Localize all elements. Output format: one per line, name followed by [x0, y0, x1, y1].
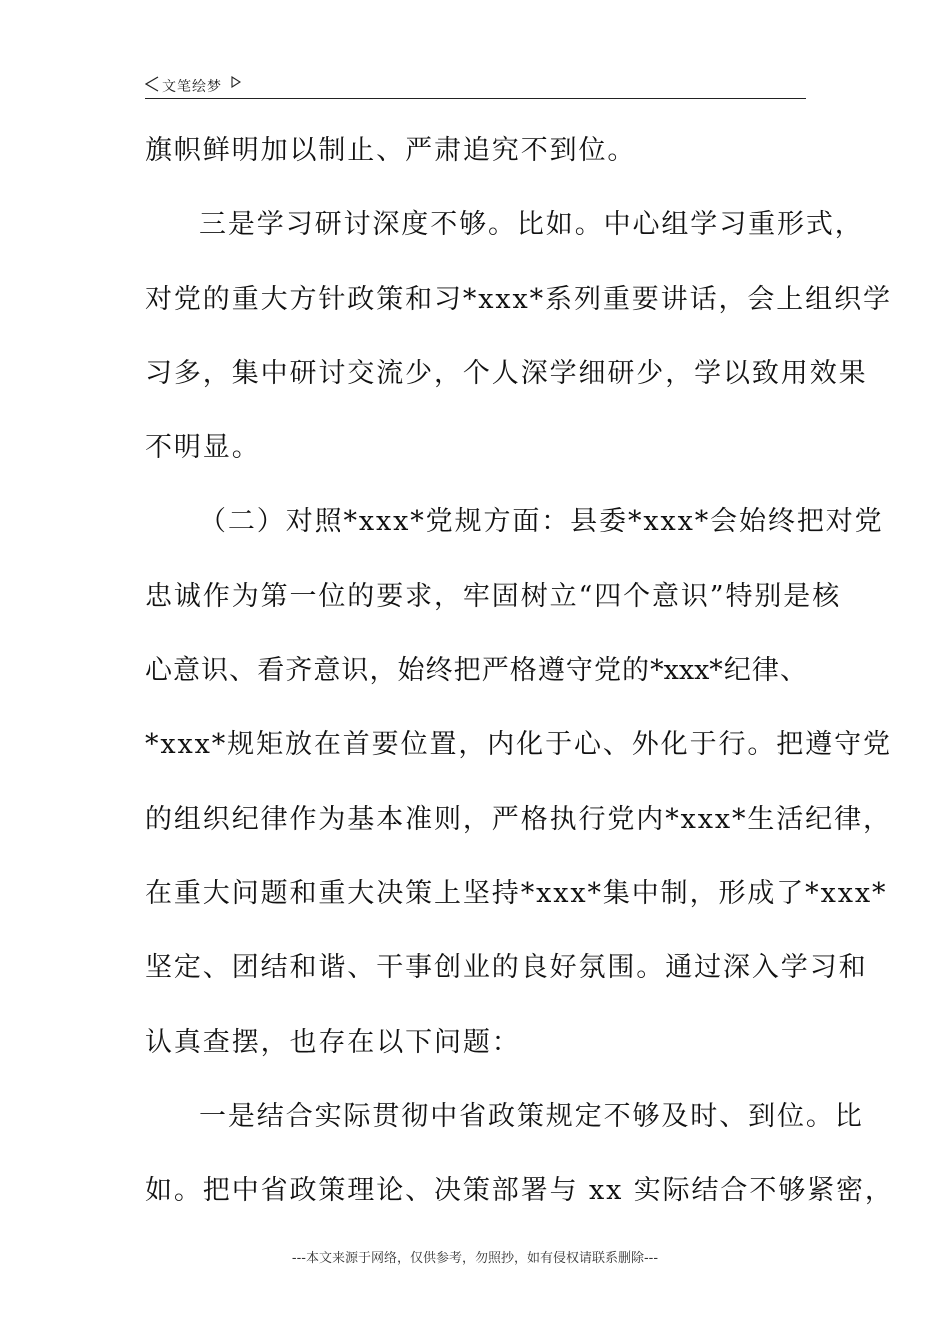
body-line: 心意识、看齐意识，始终把严格遵守党的*xxx*纪律、 [145, 655, 807, 687]
header-brand: 文笔绘梦 [162, 79, 222, 95]
body-line: 习多，集中研讨交流少，个人深学细研少，学以致用效果 [145, 357, 868, 389]
body-line: 如。把中省政策理论、决策部署与 xx 实际结合不够紧密， [145, 1175, 894, 1207]
triangle-left-icon [145, 76, 159, 92]
document-header [145, 74, 806, 99]
body-line: 旗帜鲜明加以制止、严肃追究不到位。 [145, 135, 637, 166]
body-line: 三是学习研讨深度不够。比如。中心组学习重形式， [199, 209, 864, 241]
body-line: （二）对照*xxx*党规方面：县委*xxx*会始终把对党 [199, 506, 884, 538]
body-line: 在重大问题和重大决策上坚持*xxx*集中制，形成了*xxx* [145, 877, 888, 909]
body-line: 的组织纪律作为基本准则，严格执行党内*xxx*生活纪律， [145, 803, 892, 835]
body-line: *xxx*规矩放在首要位置，内化于心、外化于行。把遵守党 [145, 729, 892, 761]
document-body [145, 125, 894, 1239]
triangle-right-icon [231, 76, 241, 88]
body-line: 认真查摆，也存在以下问题： [145, 1026, 521, 1058]
body-line: 忠诚作为第一位的要求，牢固树立“四个意识”特别是核 [145, 580, 842, 612]
footer-disclaimer: ---本文来源于网络，仅供参考，勿照抄，如有侵权请联系删除--- [291, 1251, 659, 1266]
body-line: 不明显。 [145, 432, 261, 464]
body-line: 一是结合实际贯彻中省政策规定不够及时、到位。比 [199, 1100, 864, 1132]
body-line: 坚定、团结和谐、干事创业的良好氛围。通过深入学习和 [145, 952, 868, 984]
body-line: 对党的重大方针政策和习*xxx*系列重要讲话，会上组织学 [145, 283, 892, 315]
